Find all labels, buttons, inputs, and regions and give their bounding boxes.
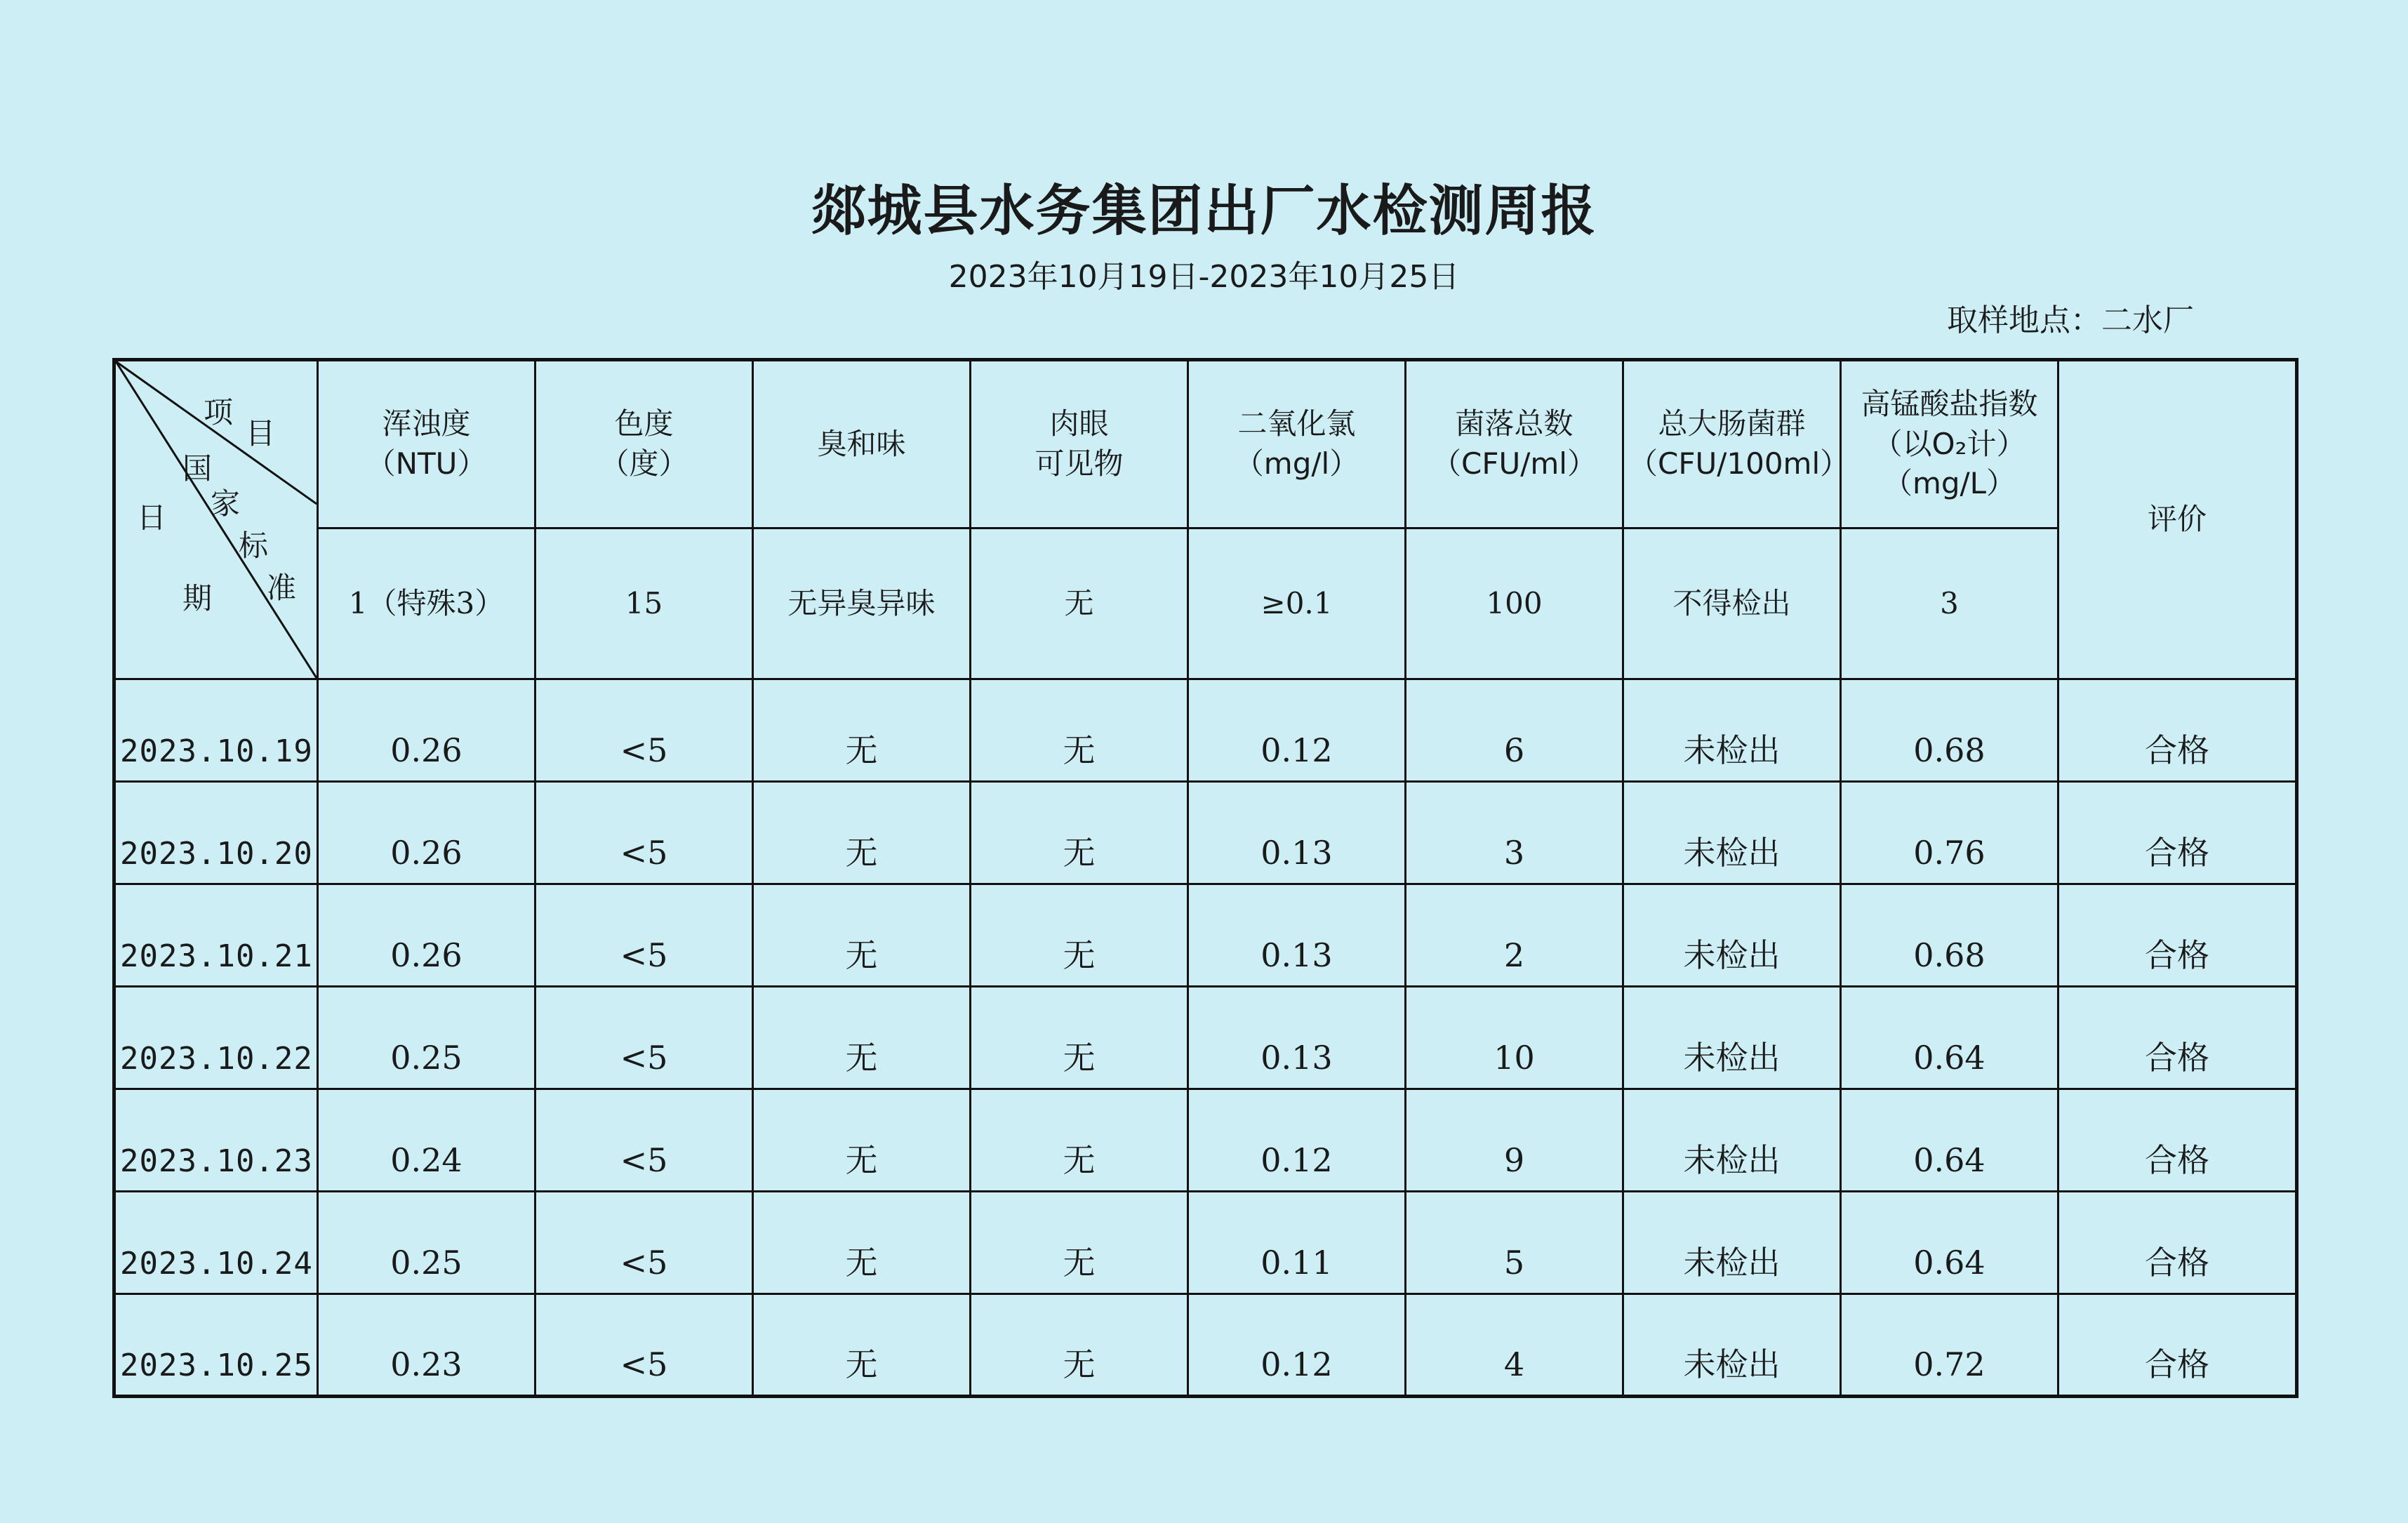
value-visible-matter: 无 [971,1089,1188,1192]
standard-row [114,528,2297,679]
table-row [114,782,2297,884]
value-permanganate-index: 0.64 [1841,1192,2058,1294]
corner-header-cell [114,360,318,679]
value-odor-taste: 无 [753,1089,971,1192]
table-row [114,1089,2297,1192]
value-odor-taste: 无 [753,782,971,884]
standard-color: 15 [536,528,753,679]
value-chlorine-dioxide: 0.13 [1188,987,1406,1089]
value-color: <5 [536,1294,753,1397]
col-name: 肉眼 [1049,406,1109,441]
value-color: <5 [536,884,753,987]
col-name: 臭和味 [817,426,906,461]
standard-colony-count: 100 [1406,528,1623,679]
value-visible-matter: 无 [971,884,1188,987]
sampling-location: 取样地点：二水厂 [1947,302,2194,338]
value-chlorine-dioxide: 0.13 [1188,884,1406,987]
col-header-visible-matter [971,360,1188,528]
value-turbidity: 0.26 [318,782,536,884]
result-cell: 合格 [2058,1089,2297,1192]
standard-turbidity: 1（特殊3） [318,528,536,679]
value-turbidity: 0.25 [318,1192,536,1294]
value-odor-taste: 无 [753,679,971,782]
date-cell: 2023.10.24 [114,1192,318,1294]
standard-visible-matter: 无 [971,528,1188,679]
water-quality-table [112,358,2299,1398]
standard-chlorine-dioxide: ≥0.1 [1188,528,1406,679]
value-odor-taste: 无 [753,1294,971,1397]
value-permanganate-index: 0.76 [1841,782,2058,884]
col-name: 总大肠菌群 [1658,406,1806,441]
date-cell: 2023.10.19 [114,679,318,782]
table-row [114,1192,2297,1294]
col-header-chlorine-dioxide [1188,360,1406,528]
value-turbidity: 0.23 [318,1294,536,1397]
value-color: <5 [536,679,753,782]
value-colony-count: 10 [1406,987,1623,1089]
value-visible-matter: 无 [971,987,1188,1089]
value-coliforms: 未检出 [1623,884,1841,987]
date-cell: 2023.10.25 [114,1294,318,1397]
date-cell: 2023.10.22 [114,987,318,1089]
col-unit: （以O₂计） [1872,426,2026,461]
col-unit: （NTU） [366,446,487,481]
standard-odor-taste: 无异臭异味 [753,528,971,679]
table-row [114,679,2297,782]
value-chlorine-dioxide: 0.12 [1188,679,1406,782]
corner-standard-char-1: 国 [182,451,213,486]
corner-item-char-2: 目 [246,416,276,451]
result-cell: 合格 [2058,782,2297,884]
value-coliforms: 未检出 [1623,679,1841,782]
col-name: 菌落总数 [1455,406,1574,441]
col-name: 浑浊度 [382,406,471,441]
value-chlorine-dioxide: 0.12 [1188,1294,1406,1397]
result-cell: 合格 [2058,679,2297,782]
value-permanganate-index: 0.72 [1841,1294,2058,1397]
value-color: <5 [536,987,753,1089]
value-permanganate-index: 0.64 [1841,1089,2058,1192]
header-row [114,360,2297,528]
col-header-coliforms [1623,360,1850,528]
corner-standard-char-3: 标 [239,528,269,563]
col-header-permanganate-index [1841,360,2058,528]
value-permanganate-index: 0.64 [1841,987,2058,1089]
value-visible-matter: 无 [971,1294,1188,1397]
value-visible-matter: 无 [971,679,1188,782]
value-colony-count: 9 [1406,1089,1623,1192]
value-chlorine-dioxide: 0.11 [1188,1192,1406,1294]
col-name: 色度 [614,406,674,441]
table-row [114,1294,2297,1397]
col-unit: （mg/l） [1234,446,1359,481]
col-unit: （CFU/ml） [1432,446,1597,481]
col-name: 高锰酸盐指数 [1861,386,2038,421]
col-header-odor-taste [753,360,971,528]
value-visible-matter: 无 [971,782,1188,884]
value-chlorine-dioxide: 0.13 [1188,782,1406,884]
date-cell: 2023.10.23 [114,1089,318,1192]
value-color: <5 [536,1192,753,1294]
value-chlorine-dioxide: 0.12 [1188,1089,1406,1192]
value-turbidity: 0.25 [318,987,536,1089]
value-turbidity: 0.26 [318,679,536,782]
value-coliforms: 未检出 [1623,1089,1841,1192]
value-odor-taste: 无 [753,1192,971,1294]
value-color: <5 [536,1089,753,1192]
report-period: 2023年10月19日-2023年10月25日 [948,259,1460,295]
col-unit: （度） [599,446,689,481]
table-row [114,884,2297,987]
corner-date-char-2: 期 [182,581,213,616]
value-coliforms: 未检出 [1623,1294,1841,1397]
result-cell: 合格 [2058,987,2297,1089]
value-color: <5 [536,782,753,884]
col-unit: 可见物 [1035,446,1124,481]
standard-permanganate-index: 3 [1841,528,2058,679]
date-cell: 2023.10.20 [114,782,318,884]
date-cell: 2023.10.21 [114,884,318,987]
value-odor-taste: 无 [753,884,971,987]
value-turbidity: 0.24 [318,1089,536,1192]
standard-coliforms: 不得检出 [1623,528,1841,679]
corner-date-char-1: 日 [137,500,167,535]
report-title: 郯城县水务集团出厂水检测周报 [811,180,1597,243]
value-coliforms: 未检出 [1623,987,1841,1089]
table-row [114,987,2297,1089]
corner-standard-char-2: 家 [211,486,241,521]
corner-item-char-1: 项 [204,395,234,430]
value-colony-count: 4 [1406,1294,1623,1397]
value-colony-count: 3 [1406,782,1623,884]
result-cell: 合格 [2058,1192,2297,1294]
value-colony-count: 2 [1406,884,1623,987]
value-permanganate-index: 0.68 [1841,679,2058,782]
result-cell: 合格 [2058,1294,2297,1397]
value-coliforms: 未检出 [1623,782,1841,884]
value-odor-taste: 无 [753,987,971,1089]
corner-standard-char-4: 准 [267,571,297,605]
col-header-colony-count [1406,360,1623,528]
value-permanganate-index: 0.68 [1841,884,2058,987]
value-coliforms: 未检出 [1623,1192,1841,1294]
col-unit: （CFU/100ml） [1628,446,1850,481]
col-unit-2: （mg/L） [1882,466,2016,501]
col-name: 二氧化氯 [1237,406,1356,441]
value-turbidity: 0.26 [318,884,536,987]
col-header-color [536,360,753,528]
result-cell: 合格 [2058,884,2297,987]
value-colony-count: 5 [1406,1192,1623,1294]
col-header-evaluation: 评价 [2058,360,2297,679]
value-colony-count: 6 [1406,679,1623,782]
value-visible-matter: 无 [971,1192,1188,1294]
col-header-turbidity [318,360,536,528]
